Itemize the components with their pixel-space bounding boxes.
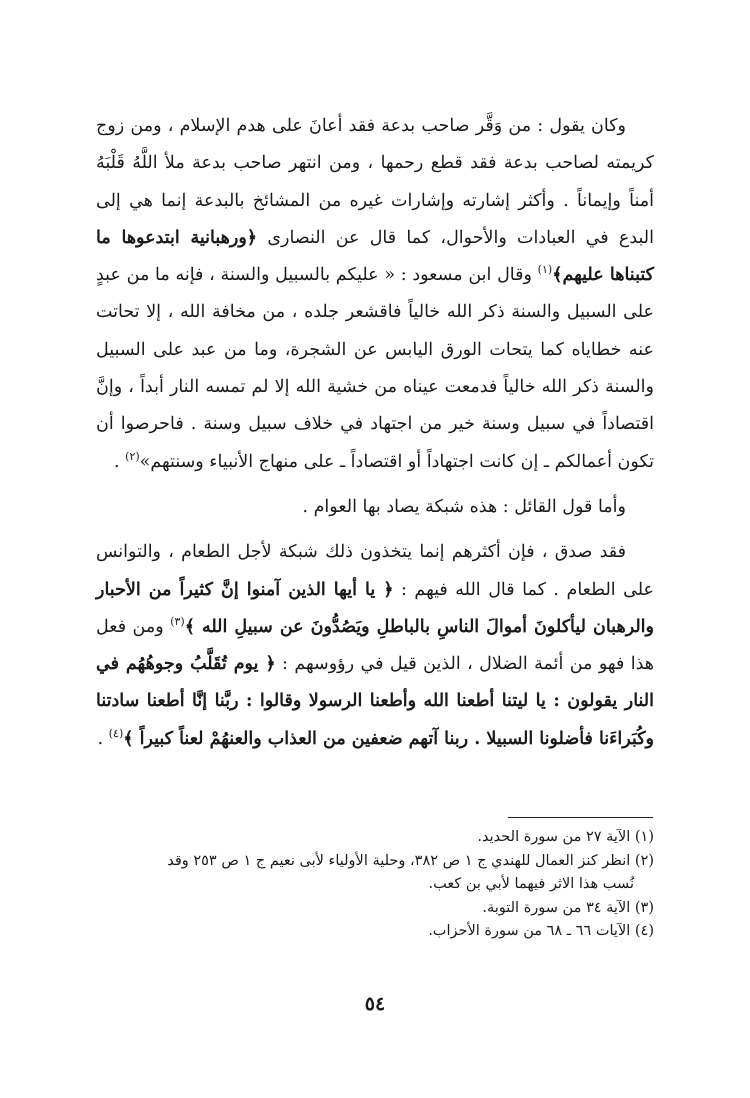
paragraph-1-end: .: [113, 451, 126, 472]
paragraph-3-text: فقد صدق ، فإن أكثرهم إنما يتخذون ذلك شبكة لأجل الطعام ، والتوانس على الطعام . كما قال الله فيهم :: [96, 542, 654, 600]
footnote-2: (٢) انظر كنز العمال للهندي ج ١ ص ٣٨٢، وحلية الأولياء لأبى نعيم ج ١ ص ٢٥٣ وقد: [167, 852, 654, 869]
footnote-3: (٣) الآية ٣٤ من سورة التوبة.: [482, 899, 654, 916]
paragraph-3-text-2: ومن فعل هذا فهو من أئمة الضلال ، الذين قيل في رؤوسهم :: [96, 616, 654, 675]
quran-quote-1: ﴿ورهبانية ابتدعوها ما كتبناها عليهم﴾: [96, 227, 654, 286]
footnote-divider: [508, 817, 653, 818]
footnote-ref-3: (٣): [170, 615, 185, 629]
footnote-ref-2: (٢): [125, 449, 140, 463]
paragraph-2: وأما قول القائل : هذه شبكة يصاد بها العوام .: [302, 496, 626, 517]
footnote-ref-4: (٤): [108, 726, 124, 740]
paragraph-3-end: .: [97, 728, 109, 749]
footnote-4: (٤) الآيات ٦٦ ـ ٦٨ من سورة الأحزاب.: [428, 923, 654, 939]
paragraph-1: [96, 108, 654, 481]
footnote-ref-1: (١): [537, 263, 553, 277]
paragraph-1-text: وكان يقول : من وَقَّر صاحب بدعة فقد أعانَ على هدم الإسلام ، ومن زوج كريمته لصاحب بدعة فقد قطع رحمها ، ومن انتهر صاحب بدعة ملأ اللَّهُ قَلْبَهُ أمناً وإيماناً . وأكثر إشارته وإشارات غيره من المشائخ بالبدعة إنما هي إلى البدع في العبادات والأحوال، كما قال عن النصارى: [96, 116, 654, 248]
footnote-1: (١) الآية ٢٧ من سورة الحديد.: [477, 829, 654, 845]
paragraph-3: [96, 534, 654, 758]
footnotes: [96, 826, 654, 944]
quran-quote-3: ﴿ يوم تُقَلَّبُ وجوهُهُم في النار يقولون : يا ليتنا أطعنا الله وأطعنا الرسولا وقالوا : ربَّنا إنَّا أطعنا سادتنا وكُبَراءَنا فأضلونا السبيلا . ربنا آتهم ضعفين من العذاب والعنهُمْ لعناً كبيراً ﴾: [96, 654, 654, 749]
main-text: [96, 108, 654, 758]
paragraph-1-text-2: وقال ابن مسعود : « عليكم بالسبيل والسنة ، فإنه ما من عبدٍ على السبيل والسنة ذكر الله خالياً فاقشعر جلده ، من مخافة الله ، إلا تحاتت عنه خطاياه كما يتحات الورق اليابس عن الشجرة، وما من عبد على السبيل والسنة ذكر الله خالياً فدمعت عيناه من خشية الله إلا لم تمسه النار أبداً ، وإنَّ اقتصاداً في سبيل وسنة خير من اجتهاد في خلاف سبيل وسنة . فاحرصوا أن تكون أعمالكم ـ إن كانت اجتهاداً أو اقتصاداً ـ على منهاج الأنبياء وسنتهم»: [96, 265, 654, 472]
quran-quote-2: ﴿ يا أيها الذين آمنوا إنَّ كثيراً من الأحبار والرهبان ليأكلونَ أموالَ الناسِ بالباطلِ ويَصُدُّونَ عن سبيلِ الله ﴾: [96, 579, 654, 637]
footnote-2-continuation: نُسب هذا الاثر فيهما لأبي بن كعب.: [428, 876, 634, 892]
page-number: ٥٤: [364, 993, 386, 1015]
